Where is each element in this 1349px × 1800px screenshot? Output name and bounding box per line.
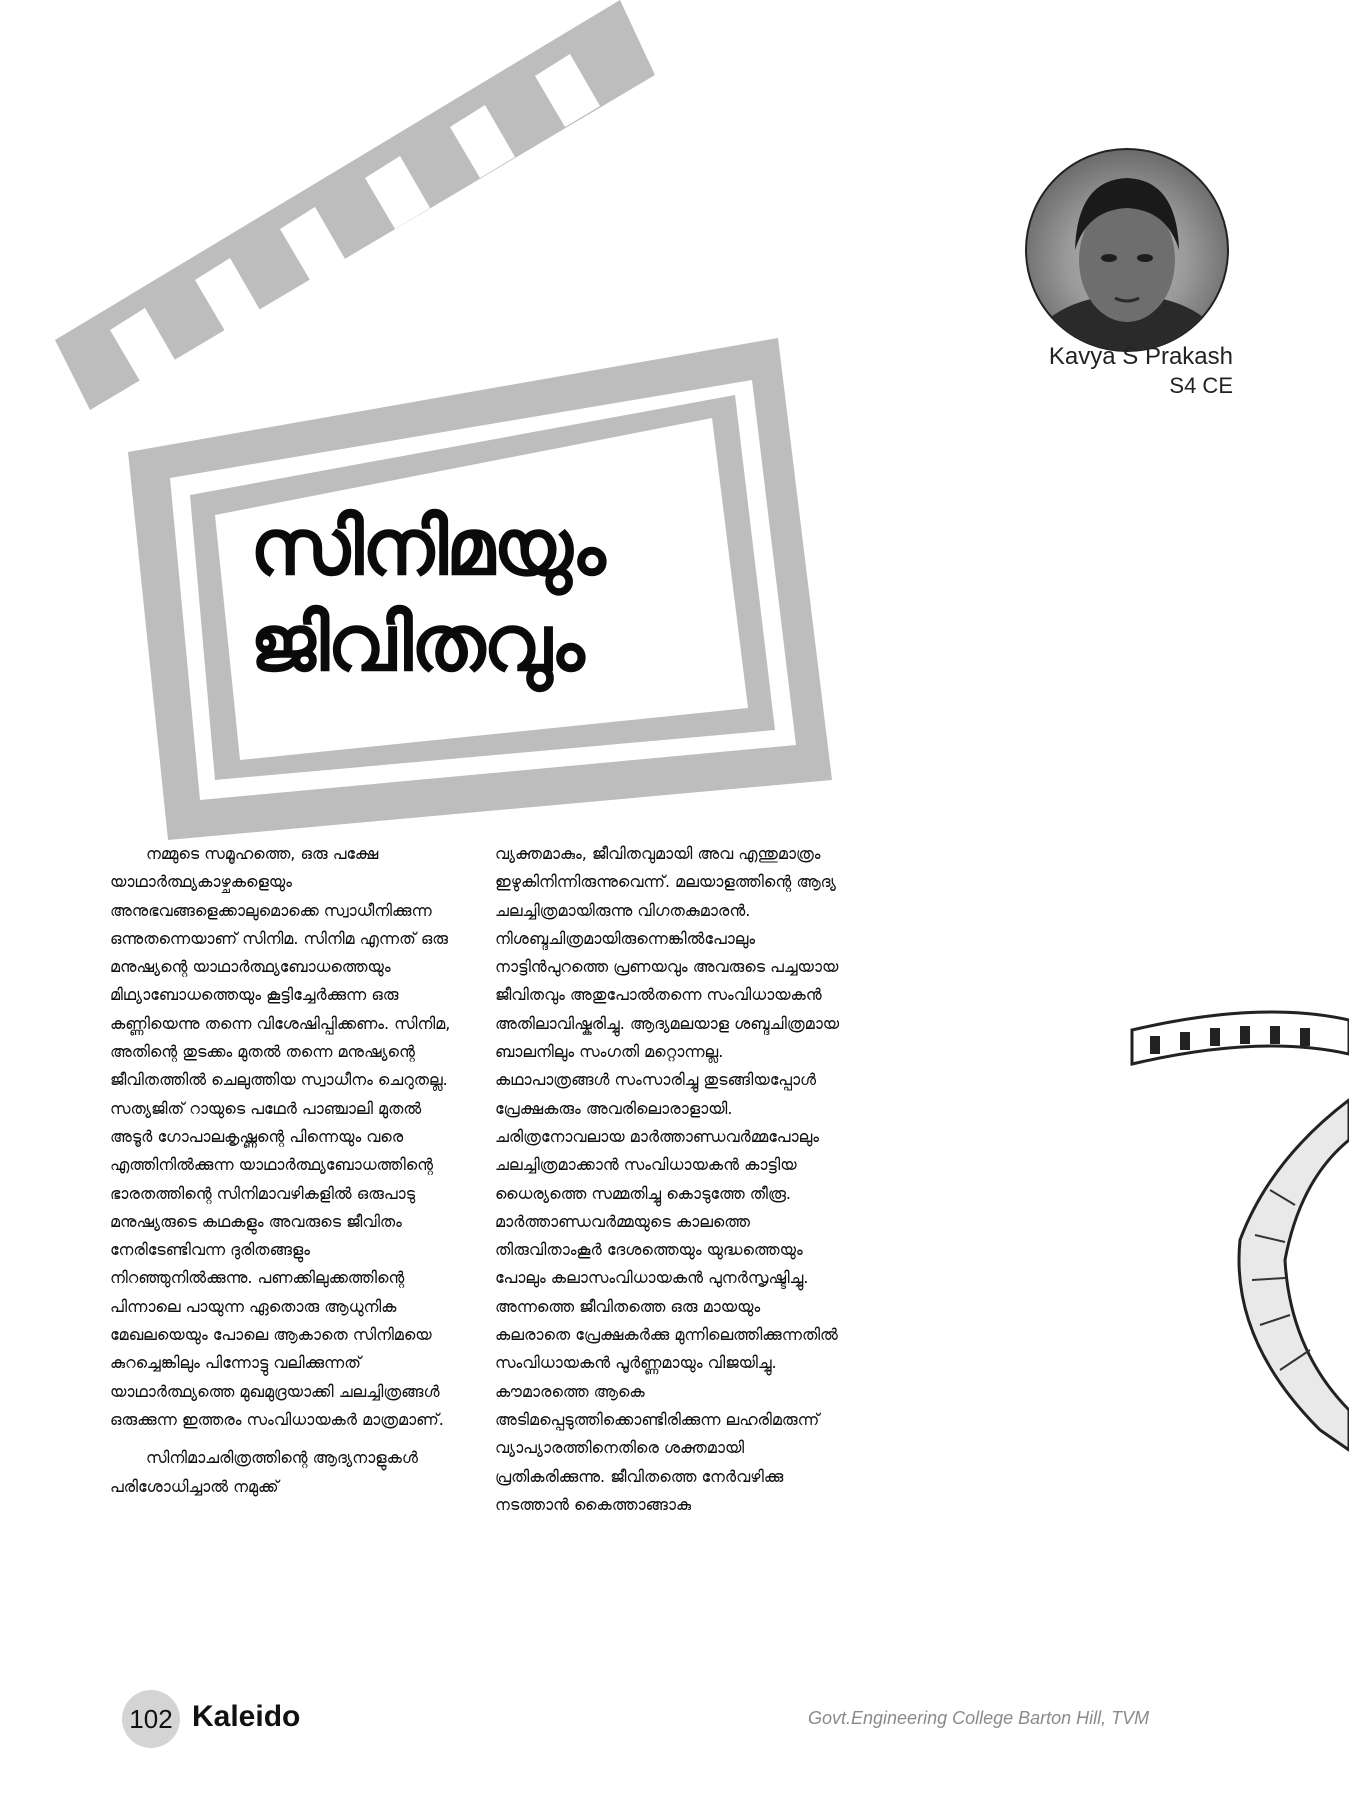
author-block (1049, 342, 1233, 400)
title-line-1: സിനിമയും (250, 503, 604, 593)
article-title (250, 500, 710, 692)
footer-college: Govt.Engineering College Barton Hill, TVM (808, 1708, 1150, 1728)
title-line-2: ജിവിതവും (250, 599, 583, 689)
author-photo (1025, 148, 1229, 352)
author-class: S4 CE (1169, 373, 1233, 398)
article-column-left (110, 840, 455, 1501)
paragraph: വ്യക്തമാകും, ജീവിതവുമായി അവ എന്തുമാത്രം ഇഴുകിനിന്നിരുന്നുവെന്ന്. മലയാളത്തിന്റെ ആദ്യ ചലച്ചിത്രമായിരുന്നു വിഗതകുമാരൻ. നിശബ്ദചിത്രമായിരുന്നെങ്കിൽപോലും നാട്ടിൻപുറത്തെ പ്രണയവും അവരുടെ പച്ചയായ ജീവിതവും അതുപോൽതന്നെ സംവിധായകൻ അതിലാവിഷ്കരിച്ചു. ആദ്യമലയാള ശബ്ദചിത്രമായ ബാലനിലും സംഗതി മറ്റൊന്നല്ല. കഥാപാത്രങ്ങൾ സംസാരിച്ചു തുടങ്ങിയപ്പോൾ പ്രേക്ഷകരും അവരിലൊരാളായി. ചരിത്രനോവലായ മാർത്താണ്ഡവർമ്മപോലും ചലച്ചിത്രമാക്കാൻ സംവിധായകൻ കാട്ടിയ ധൈര്യത്തെ സമ്മതിച്ചു കൊടുത്തേ തീരൂ. മാർത്താണ്ഡവർമ്മയുടെ കാലത്തെ തിരുവിതാംകൂർ ദേശത്തെയും യുദ്ധത്തെയും പോലും കലാസംവിധായകൻ പുനർസൃഷ്ടിച്ചു. അന്നത്തെ ജീവിതത്തെ ഒരു മായയും കലരാതെ പ്രേക്ഷകർക്കു മുന്നിലെത്തിക്കുന്നതിൽ സംവിധായകൻ പൂർണ്ണമായും വിജയിച്ചു. കൗമാരത്തെ ആകെ അടിമപ്പെടുത്തിക്കൊണ്ടിരിക്കുന്ന ലഹരിമരുന്ന് വ്യാപ്യാരത്തിനെതിരെ ശക്തമായി പ്രതികരിക്കുന്നു. ജീവിതത്തെ നേർവഴിക്കു നടത്താൻ കൈത്താങ്ങാകു (495, 844, 840, 1514)
clapperboard-graphic (0, 0, 900, 860)
page-number: 102 (122, 1690, 180, 1748)
author-photo-illustration (1027, 150, 1227, 350)
paragraph: സിനിമാചരിത്രത്തിന്റെ ആദ്യനാളുകൾ പരിശോധിച്ചാൽ നമുക്ക് (110, 1448, 418, 1496)
film-strip-illustration (1120, 1010, 1349, 1490)
author-name: Kavya S Prakash (1048, 343, 1233, 370)
paragraph: നമ്മുടെ സമൂഹത്തെ, ഒരു പക്ഷേ യാഥാർത്ഥ്യകാഴ്ചകളെയും അനുഭവങ്ങളെക്കാലുമൊക്കെ സ്വാധീനിക്കുന്ന ഒന്നുതന്നെയാണ് സിനിമ. സിനിമ എന്നത് ഒരു മനുഷ്യന്റെ യാഥാർത്ഥ്യബോധത്തെയും മിഥ്യാബോധത്തെയും കൂട്ടിച്ചേർക്കുന്ന ഒരു കണ്ണിയെന്നു തന്നെ വിശേഷിപ്പിക്കണം. സിനിമ, അതിന്റെ തുടക്കം മുതൽ തന്നെ മനുഷ്യന്റെ ജീവിതത്തിൽ ചെലുത്തിയ സ്വാധീനം ചെറുതല്ല. സത്യജിത് റായുടെ പഥേർ പാഞ്ചാലി മുതൽ അടൂർ ഗോപാലകൃഷ്ണന്റെ പിന്നെയും വരെ എത്തിനിൽക്കുന്ന യാഥാർത്ഥ്യബോധത്തിന്റെ ഭാരതത്തിന്റെ സിനിമാവഴികളിൽ ഒരുപാടു മനുഷ്യരുടെ കഥകളും അവരുടെ ജീവിതം നേരിടേണ്ടിവന്ന ദുരിതങ്ങളും നിറഞ്ഞുനിൽക്കുന്നു. പണക്കിലുക്കത്തിന്റെ പിന്നാലെ പായുന്ന ഏതൊരു ആധുനിക മേഖലയെയും പോലെ ആകാതെ സിനിമയെ കുറച്ചെങ്കിലും പിന്നോട്ടു വലിക്കുന്നത് യാഥാർത്ഥ്യത്തെ മുഖമുദ്രയാക്കി ചലച്ചിത്രങ്ങൾ ഒരുക്കുന്ന ഇത്തരം സംവിധായകർ മാത്രമാണ്. (110, 844, 451, 1429)
magazine-logo: Kaleido (192, 1700, 301, 1733)
article-column-right (495, 840, 840, 1519)
